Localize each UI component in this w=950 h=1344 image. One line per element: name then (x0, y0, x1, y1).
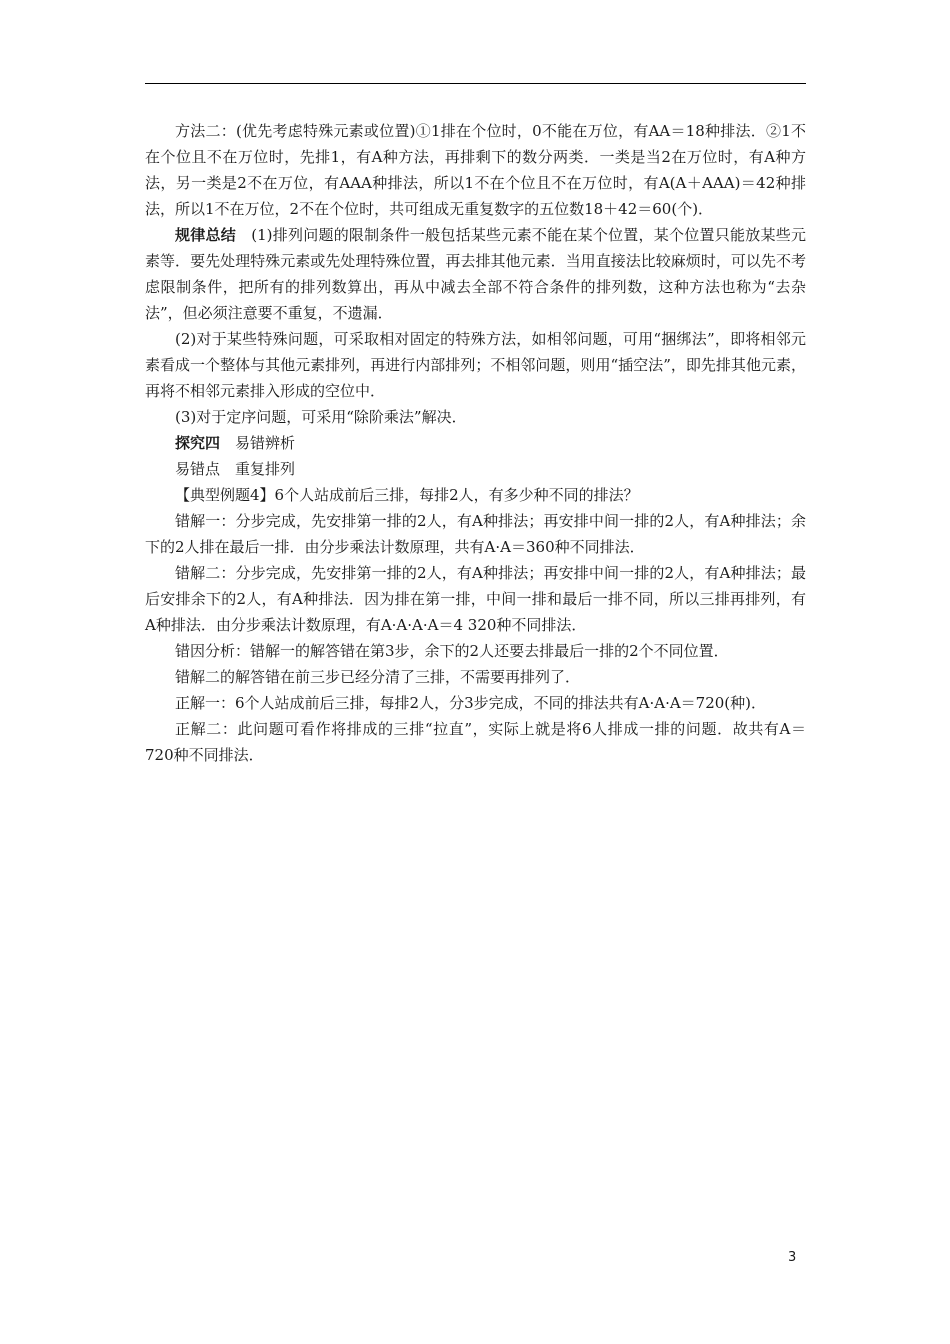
paragraph-text: (1)排列问题的限制条件一般包括某些元素不能在某个位置，某个位置只能放某些元素等．要先处理特殊元素或先处理特殊位置，再去排其他元素．当用直接法比较麻烦时，可以先不考虑限制条件，把所有的排列数算出，再从中减去全部不符合条件的排列数，这种方法也称为“去杂法”，但必须注意要不重复，不遗漏． (145, 226, 806, 322)
section-heading (145, 430, 806, 456)
paragraph (145, 482, 806, 508)
paragraph-text: 正解二：此问题可看作将排成的三排“拉直”，实际上就是将6人排成一排的问题．故共有A＝720种不同排法． (145, 720, 806, 764)
paragraph-lead: 规律总结 (175, 226, 236, 244)
paragraph-text: 错解二：分步完成，先安排第一排的2人，有A种排法；再安排中间一排的2人，有A种排法；最后安排余下的2人，有A种排法．因为排在第一排，中间一排和最后一排不同，所以三排再排列，有A种排法．由分步乘法计数原理，有A·A·A·A＝4 320种不同排法． (145, 564, 806, 634)
page-number: 3 (788, 1250, 797, 1265)
paragraph-lead: 探究四 (175, 434, 221, 452)
paragraph-text: 错解二的解答错在前三步已经分清了三排，不需要再排列了． (175, 668, 581, 686)
paragraph-text: 易错辨析 (220, 434, 296, 452)
paragraph-text: 错解一：分步完成，先安排第一排的2人，有A种排法；再安排中间一排的2人，有A种排法；余下的2人排在最后一排．由分步乘法计数原理，共有A·A＝360种不同排法． (145, 512, 806, 556)
paragraph (145, 508, 806, 560)
paragraph-text: 易错点 重复排列 (175, 460, 296, 478)
paragraph-text: (2)对于某些特殊问题，可采取相对固定的特殊方法，如相邻问题，可用“捆绑法”，即将相邻元素看成一个整体与其他元素排列，再进行内部排列；不相邻问题，则用“插空法”，即先排其他元素，再将不相邻元素排入形成的空位中． (145, 330, 806, 400)
paragraph (145, 118, 806, 222)
paragraph-text: 【典型例题4】6个人站成前后三排，每排2人，有多少种不同的排法？ (175, 486, 639, 504)
paragraph (145, 222, 806, 326)
paragraph-text: (3)对于定序问题，可采用“除阶乘法”解决． (175, 408, 467, 426)
document-body (145, 118, 806, 768)
header-rule (145, 83, 806, 84)
paragraph-text: 错因分析：错解一的解答错在第3步，余下的2人还要去排最后一排的2个不同位置． (175, 642, 729, 660)
paragraph-text: 方法二：(优先考虑特殊元素或位置)①1排在个位时，0不能在万位，有AA＝18种排法．②1不在个位且不在万位时，先排1，有A种方法，再排剩下的数分两类．一类是当2在万位时，有A种方法，另一类是2不在万位，有AAA种排法，所以1不在个位且不在万位时，有A(A＋AAA)＝42种排法，所以1不在万位，2不在个位时，共可组成无重复数字的五位数18＋42＝60(个)． (145, 122, 806, 218)
paragraph (145, 716, 806, 768)
paragraph (145, 560, 806, 638)
paragraph (145, 690, 806, 716)
paragraph (145, 326, 806, 404)
paragraph (145, 456, 806, 482)
paragraph (145, 404, 806, 430)
paragraph (145, 638, 806, 664)
paragraph-text: 正解一：6个人站成前后三排，每排2人，分3步完成，不同的排法共有A·A·A＝720(种)． (175, 694, 767, 712)
paragraph (145, 664, 806, 690)
